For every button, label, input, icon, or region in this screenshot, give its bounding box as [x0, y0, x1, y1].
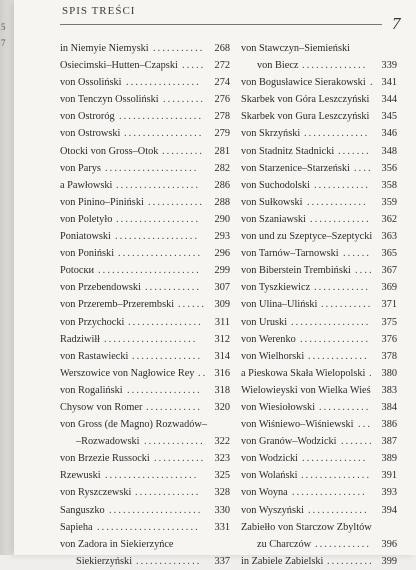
toc-entry-page: 378	[381, 350, 397, 362]
toc-entry-page: 365	[381, 248, 397, 260]
toc-entry	[241, 40, 397, 57]
toc-entry	[241, 399, 397, 416]
toc-entry-page: 348	[381, 145, 397, 157]
dot-leader: ....	[354, 162, 373, 174]
toc-entry	[60, 194, 230, 211]
toc-entry-page: 325	[214, 470, 230, 482]
toc-entry-page: 387	[381, 436, 397, 448]
toc-entry-page: 369	[381, 282, 397, 294]
toc-entry	[241, 125, 397, 142]
toc-entry-name: von Gross (de Magno) Rozwadów–	[60, 419, 207, 431]
toc-entry-page: 362	[381, 213, 397, 225]
toc-entry	[60, 177, 230, 194]
dot-leader: ..................	[115, 231, 200, 243]
adjacent-page-edge	[0, 0, 14, 555]
toc-entry-name: von Rastawiecki	[60, 350, 129, 362]
toc-entry-name: von Suchodolski	[241, 179, 310, 191]
dot-leader: ...............	[300, 333, 371, 345]
toc-entry-name: von Starzenice–Starzeński	[241, 162, 350, 174]
toc-entry-name: Skarbek von Gura Leszczyński	[241, 111, 370, 123]
toc-entry-page: 299	[214, 265, 230, 277]
toc-entry	[60, 314, 230, 331]
dot-leader: ...........	[321, 299, 373, 311]
dot-leader: ...........	[319, 401, 371, 413]
page-number: 7	[392, 14, 401, 33]
toc-entry	[241, 91, 397, 108]
toc-entry-page: 337	[214, 555, 230, 567]
toc-entry-name: von Sułkowski	[241, 196, 303, 208]
toc-entry	[241, 108, 397, 125]
dot-leader: ...........	[153, 43, 205, 54]
dot-leader: ..........	[327, 555, 374, 567]
toc-entry	[60, 382, 230, 399]
toc-entry	[241, 450, 397, 467]
toc-entry-page: 346	[381, 128, 397, 140]
toc-entry	[60, 536, 230, 553]
toc-entry-name: Sapieha	[60, 521, 93, 533]
toc-entry-name: von Skrzyński	[241, 128, 301, 140]
toc-entry-name: von Biecz	[257, 60, 299, 72]
toc-entry-name: von Poniński	[60, 248, 115, 260]
toc-entry-name: von Zadora in Siekierzyńce	[60, 538, 174, 550]
header-rule	[60, 24, 382, 25]
toc-entry-page: 268	[214, 43, 230, 54]
toc-entry	[241, 365, 397, 382]
dot-leader: ...............	[132, 350, 203, 362]
toc-entry	[60, 143, 230, 160]
toc-entry	[241, 467, 397, 484]
dot-leader: ....................	[109, 504, 203, 516]
toc-entry-name: von Wiesiołowski	[241, 401, 316, 413]
toc-entry-name: Wielowieyski von Wielka Wieś	[241, 384, 371, 396]
dot-leader: ............	[148, 196, 205, 208]
dot-leader: .................	[291, 316, 371, 328]
dot-leader: ............	[314, 282, 371, 294]
toc-entry-page: 320	[214, 401, 230, 413]
toc-entry-name: von Pinino–Piniński	[60, 196, 144, 208]
toc-entry-name: Werszowice von Nagłowice Rey	[60, 367, 195, 379]
toc-entry-page: 330	[214, 504, 230, 516]
toc-entry-name: Skarbek von Góra Leszczyński	[241, 94, 370, 106]
toc-entry-page: 311	[214, 316, 230, 328]
toc-entry-page: 380	[381, 367, 397, 379]
toc-entry-page: 344	[381, 94, 397, 106]
dot-leader: ......	[178, 299, 207, 311]
toc-entry-name: von Stawczyn–Siemieński	[241, 43, 350, 54]
dot-leader: .........	[163, 94, 206, 106]
toc-entry-name: von Szaniawski	[241, 213, 306, 225]
toc-entry-page: 359	[381, 196, 397, 208]
margin-number: 5	[1, 22, 6, 32]
toc-entry-name: Zabiełło von Starczow Zbyltów	[241, 521, 372, 533]
dot-leader: ......................	[97, 521, 200, 533]
toc-entry-page: 386	[381, 419, 397, 431]
toc-entry-name: von Bogusławice Sierakowski	[241, 77, 366, 89]
toc-entry	[241, 519, 397, 536]
toc-entry-name: von Przeremb–Przerembski	[60, 299, 175, 311]
toc-entry	[60, 348, 230, 365]
dot-leader: ..................	[116, 179, 201, 191]
toc-entry	[241, 553, 397, 570]
dot-leader: ............	[314, 179, 371, 191]
toc-entry-name: a Pawłowski	[60, 179, 113, 191]
toc-entry-page: 393	[381, 487, 397, 499]
toc-entry-name: Poniatowski	[60, 231, 111, 243]
margin-number: 7	[1, 38, 6, 48]
toc-entry-name: Chysow von Romer	[60, 401, 143, 413]
toc-entry	[241, 262, 397, 279]
dot-leader: ................	[126, 77, 201, 89]
dot-leader: ....................	[104, 333, 198, 345]
dot-leader: ..................	[116, 213, 201, 225]
dot-leader: .........	[162, 145, 205, 157]
toc-entry-name: in Niemyie Niemyski	[60, 43, 149, 54]
dot-leader: ....	[355, 265, 374, 277]
dot-leader: ..................	[119, 111, 204, 123]
dot-leader: .......	[338, 145, 371, 157]
toc-entry-page: 394	[381, 504, 397, 516]
toc-entry-name: von Biberstein Trembiński	[241, 265, 351, 277]
dot-leader: ............	[146, 401, 203, 413]
dot-leader: ................	[127, 384, 202, 396]
dot-leader: ..............	[302, 60, 368, 72]
toc-entry	[60, 125, 230, 142]
toc-entry-name: von Wyszyński	[241, 504, 304, 516]
toc-entry-page: 356	[381, 162, 397, 174]
toc-entry	[241, 57, 397, 74]
toc-entry-page: 339	[381, 60, 397, 72]
toc-entry	[60, 160, 230, 177]
toc-entry	[60, 519, 230, 536]
toc-entry-name: a Pieskowa Skała Wielopolski	[241, 367, 366, 379]
toc-entry-name: von Wielhorski	[241, 350, 305, 362]
toc-entry-name: von Ostroróg	[60, 111, 115, 123]
toc-entry-page: 316	[214, 367, 230, 379]
toc-entry	[241, 211, 397, 228]
dot-leader: ............	[145, 282, 202, 294]
dot-leader: ...	[358, 419, 373, 431]
toc-entry-name: von Werenko	[241, 333, 296, 345]
toc-entry-page: 383	[381, 384, 397, 396]
toc-entry-page: 318	[214, 384, 230, 396]
toc-entry-name: von Wolański	[241, 470, 298, 482]
toc-entry	[60, 262, 230, 279]
toc-entry-page: 323	[214, 453, 230, 465]
toc-entry-page: 288	[214, 196, 230, 208]
toc-entry-name: von Rogaliński	[60, 384, 123, 396]
toc-entry-page: 296	[214, 248, 230, 260]
dot-leader: ..................	[118, 248, 203, 260]
toc-entry-page: 331	[214, 521, 230, 533]
toc-entry-page: 345	[381, 111, 397, 123]
toc-entry-name: von Ostrowski	[60, 128, 121, 140]
toc-entry	[241, 143, 397, 160]
dot-leader: ................	[292, 487, 367, 499]
toc-entry	[241, 160, 397, 177]
toc-column-right	[241, 40, 397, 570]
toc-entry	[60, 108, 230, 125]
toc-entry-name: von Tarnów–Tarnowski	[241, 248, 339, 260]
toc-entry-page: 309	[214, 299, 230, 311]
toc-entry-name: von Wodzicki	[241, 453, 299, 465]
toc-entry-page: 274	[214, 77, 230, 89]
toc-entry-page: 363	[381, 231, 397, 243]
toc-entry-page: 314	[214, 350, 230, 362]
toc-entry	[241, 348, 397, 365]
toc-entry-page: 367	[381, 265, 397, 277]
toc-entry-page: 389	[381, 453, 397, 465]
toc-entry-page: 293	[214, 231, 230, 243]
toc-entry-name: von Uruski	[241, 316, 288, 328]
toc-entry-name: Rzewuski	[60, 470, 101, 482]
toc-entry-name: von Granów–Wodzicki	[241, 436, 337, 448]
toc-entry	[241, 382, 397, 399]
dot-leader: ..............	[135, 487, 201, 499]
toc-column-left	[60, 40, 230, 570]
dot-leader: .............	[308, 504, 369, 516]
dot-leader: ....................	[105, 470, 199, 482]
dot-leader: .............	[308, 350, 369, 362]
toc-entry-name: von Przychocki	[60, 316, 125, 328]
toc-entry-page: 375	[381, 316, 397, 328]
dot-leader: .......	[341, 436, 374, 448]
dot-leader: ..	[198, 367, 208, 379]
toc-entry-name: –Rozwadowski	[76, 436, 140, 448]
dot-leader: ....................	[105, 162, 199, 174]
toc-entry	[241, 279, 397, 296]
dot-leader: ............	[315, 538, 372, 550]
toc-entry-name: von Przebendowski	[60, 282, 141, 294]
toc-entry-page: 279	[214, 128, 230, 140]
dot-leader: .............	[144, 436, 205, 448]
toc-entry-page: 341	[381, 77, 397, 89]
toc-entry	[60, 484, 230, 501]
dot-leader: .............	[310, 213, 371, 225]
toc-entry-name: von Woyna	[241, 487, 288, 499]
toc-entry-name: von Brzezie Russocki	[60, 453, 150, 465]
dot-leader: ..............	[304, 128, 370, 140]
toc-entry-page: 391	[381, 470, 397, 482]
toc-entry	[60, 57, 230, 74]
dot-leader: ......	[343, 248, 372, 260]
toc-entry	[241, 228, 397, 245]
toc-entry-name: von Ossoliński	[60, 77, 122, 89]
toc-entry	[60, 211, 230, 228]
toc-entry-name: von Wiśniewo–Wiśniewski	[241, 419, 354, 431]
dot-leader: .	[370, 77, 375, 89]
toc-entry-name: Osiecimski–Hutten–Czapski	[60, 60, 178, 72]
toc-entry-page: 286	[214, 179, 230, 191]
toc-entry	[241, 296, 397, 313]
toc-entry-page: 358	[381, 179, 397, 191]
toc-entry-page: 278	[214, 111, 230, 123]
toc-entry-name: von Stadnitz Stadnicki	[241, 145, 335, 157]
dot-leader: ......................	[98, 265, 201, 277]
toc-entry	[60, 502, 230, 519]
toc-entry-page: 384	[381, 401, 397, 413]
toc-entry-name: Siekierzyński	[76, 555, 133, 567]
toc-entry-page: 376	[381, 333, 397, 345]
toc-entry	[241, 502, 397, 519]
toc-entry-name: Sanguszko	[60, 504, 105, 516]
toc-entry	[60, 553, 230, 570]
toc-entry	[241, 194, 397, 211]
toc-entry	[60, 91, 230, 108]
toc-entry-name: von Tenczyn Ossoliński	[60, 94, 159, 106]
toc-entry	[60, 245, 230, 262]
toc-entry	[241, 74, 397, 91]
toc-entry	[241, 177, 397, 194]
toc-entry	[241, 245, 397, 262]
toc-entry-name: in Zabiele Zabielski	[241, 555, 324, 567]
toc-entry-name: von Ulina–Uliński	[241, 299, 318, 311]
toc-entry	[60, 279, 230, 296]
toc-entry	[60, 331, 230, 348]
toc-entry	[241, 484, 397, 501]
toc-entry-name: von Tyszkiewicz	[241, 282, 311, 294]
toc-entry-page: 272	[214, 60, 230, 72]
toc-entry	[241, 416, 397, 433]
toc-entry	[241, 433, 397, 450]
toc-entry-name: Radziwiłł	[60, 333, 101, 345]
toc-entry-page: 281	[214, 145, 230, 157]
toc-entry-name: von und zu Szeptyce–Szeptycki	[241, 231, 373, 243]
toc-entry-page: 276	[214, 94, 230, 106]
toc-entry-page: 322	[214, 436, 230, 448]
toc-entry-name: von Poletyło	[60, 213, 113, 225]
toc-entry-page: 399	[381, 555, 397, 567]
toc-entry	[60, 296, 230, 313]
toc-entry	[60, 467, 230, 484]
dot-leader: .	[369, 367, 374, 379]
toc-entry	[60, 74, 230, 91]
toc-entry-name: von Parys	[60, 162, 101, 174]
toc-entry	[241, 331, 397, 348]
toc-entry	[60, 416, 230, 433]
toc-entry-page: 307	[214, 282, 230, 294]
dot-leader: .....	[182, 60, 206, 72]
dot-leader: ..............	[302, 453, 368, 465]
running-header: SPIS TREŚCI	[62, 5, 136, 17]
toc-entry-page: 396	[381, 538, 397, 550]
dot-leader: ................	[128, 316, 203, 328]
toc-entry	[241, 536, 397, 553]
toc-entry-page: 371	[381, 299, 397, 311]
dot-leader: .................	[124, 128, 204, 140]
toc-entry	[60, 40, 230, 57]
toc-entry-page: 290	[214, 213, 230, 225]
toc-entry-name: zu Charczów	[257, 538, 312, 550]
dot-leader: ...............	[301, 470, 372, 482]
toc-entry-name: Potocки	[60, 265, 94, 277]
toc-entry-page: 312	[214, 333, 230, 345]
toc-entry	[60, 228, 230, 245]
toc-entry-name: Otocki von Gross–Otok	[60, 145, 159, 157]
toc-entry-name: von Ryszczewski	[60, 487, 132, 499]
dot-leader: .............	[307, 196, 368, 208]
dot-leader: ...........	[154, 453, 206, 465]
toc-entry	[60, 450, 230, 467]
toc-entry	[241, 314, 397, 331]
toc-entry-page: 282	[214, 162, 230, 174]
toc-entry	[60, 433, 230, 450]
dot-leader: ..............	[136, 555, 202, 567]
toc-entry	[60, 365, 230, 382]
toc-entry	[60, 399, 230, 416]
toc-entry-page: 328	[214, 487, 230, 499]
